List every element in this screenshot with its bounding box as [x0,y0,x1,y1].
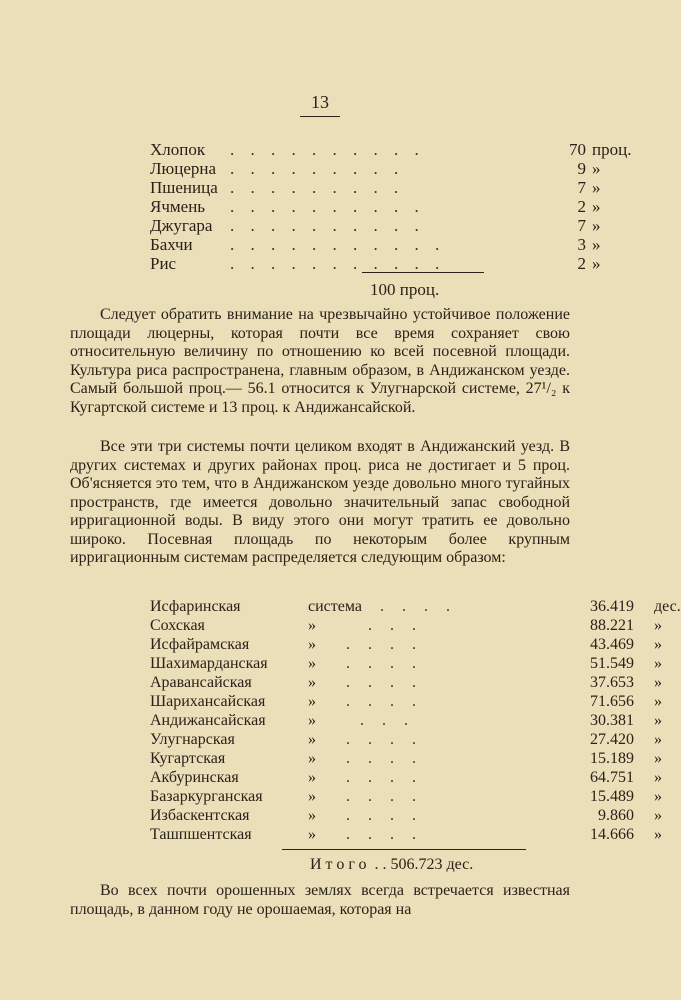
crop-name: Люцерна [150,159,217,178]
system-row [150,674,662,693]
system-value: 15.189 [590,750,634,767]
crop-unit: » [592,254,601,273]
crop-value: 2 [577,254,586,273]
system-mark: » [308,826,316,843]
system-unit: » [654,636,662,653]
sum-rule [282,849,526,850]
leader-dots: . . . . [346,807,423,824]
crop-row [150,254,601,274]
system-value: 51.549 [590,655,634,672]
crop-value: 70 [569,140,586,159]
sum-rule [362,272,484,273]
system-name: Шахимарданская [150,655,268,672]
crop-value: 2 [577,197,586,216]
system-value: 14.666 [590,826,634,843]
systems-total [310,856,473,874]
system-mark: » [308,788,316,805]
system-value: 43.469 [590,636,634,653]
paragraph: Во всех почти орошенных землях всегда встречается известная площадь, в данном году не орошаемая, которая на [70,882,570,918]
system-mark: » [308,712,316,729]
crop-row [150,235,601,255]
system-mark: » [308,807,316,824]
crop-unit: » [592,235,601,254]
system-row [150,693,662,712]
crop-value: 9 [577,159,586,178]
system-row [150,712,662,731]
page-number: 13 [311,92,329,112]
leader-dots: . . . . [346,674,423,691]
leader-dots: . . . . [346,636,423,653]
system-row [150,598,681,617]
system-name: Избаскентская [150,807,250,824]
system-unit: » [654,731,662,748]
crop-total: 100 проц. [370,280,440,299]
system-unit: » [654,826,662,843]
crop-name: Бахчи [150,235,193,254]
crop-row [150,140,632,160]
system-row [150,731,662,750]
system-value: 9.860 [598,807,634,824]
system-value: 64.751 [590,769,634,786]
paragraph: Все эти три системы почти целиком входят в Андижанский уезд. В других системах и других районах проц. риса не достигает и 5 проц. Об'ясняется это тем, что в Андижанском уезде довольно много тугайных пространств, где имеется довольно значительный запас свободной ирригационной воды. В виду этого они могут тратить ее довольно широко. Посевная площадь по некоторым более крупным ирригационным системам распределяется следующим образом: [70,438,570,566]
crop-name: Джугара [150,216,213,235]
leader-dots: . . . . . . . . . [230,178,405,197]
paragraph: Следует обратить внимание на чрезвычайно устойчивое положение площади люцерны, которая почти все время сохраняет свою относительную величину по отношению ко всей посевной площади. Культура риса распространена, главным образом, в Андижанском уезде. Самый большой проц.— 56.1 относится к Улугнарской системе, 27¹/₂ к Кугартской системе и 13 проц. к Андижансайской. [70,306,570,416]
system-name: Ташпшентская [150,826,252,843]
leader-dots: . . . . . . . . . . [230,140,425,159]
crop-unit: » [592,159,601,178]
system-name: Исфайрамская [150,636,250,653]
leader-dots: . . . . . . . . . . [230,197,425,216]
system-value: 37.653 [590,674,634,691]
system-unit: » [654,807,662,824]
system-unit: дес. [654,598,681,615]
leader-dots: . . . . [346,655,423,672]
system-row [150,750,662,769]
system-name: Исфаринская [150,598,241,615]
total-label: Итого [310,856,371,873]
leader-dots: . . [374,856,391,873]
system-name: Улугнарская [150,731,235,748]
crop-row [150,159,601,179]
crop-value: 7 [577,216,586,235]
crop-row [150,216,601,236]
system-row [150,788,662,807]
system-name: Сохская [150,617,205,634]
leader-dots: . . . . [346,750,423,767]
crop-unit: » [592,197,601,216]
crop-name: Пшеница [150,178,218,197]
leader-dots: . . . . [346,826,423,843]
system-row [150,636,662,655]
crop-value: 7 [577,178,586,197]
total-value: 506.723 [390,856,443,873]
leader-dots: . . . . [346,731,423,748]
system-unit: » [654,674,662,691]
system-row [150,826,662,845]
crop-name: Хлопок [150,140,206,159]
system-mark: » [308,617,316,634]
system-unit: » [654,693,662,710]
system-mark: система [308,598,362,615]
leader-dots: . . . . [380,598,457,615]
leader-dots: . . . . . . . . . . . [230,254,446,273]
system-name: Акбуринская [150,769,239,786]
crop-value: 3 [577,235,586,254]
system-value: 36.419 [590,598,634,615]
system-name: Шарихансайская [150,693,266,710]
system-name: Аравансайская [150,674,252,691]
system-value: 71.656 [590,693,634,710]
leader-dots: . . . . [346,788,423,805]
leader-dots: . . . . . . . . . . [230,216,425,235]
system-mark: » [308,731,316,748]
total-unit: дес. [446,856,474,873]
system-value: 30.381 [590,712,634,729]
system-unit: » [654,750,662,767]
system-name: Кугартская [150,750,226,767]
system-unit: » [654,769,662,786]
crop-unit: » [592,178,601,197]
system-unit: » [654,655,662,672]
system-mark: » [308,693,316,710]
leader-dots: . . . [368,617,423,634]
leader-dots: . . . . . . . . . [230,159,405,178]
leader-dots: . . . . [346,769,423,786]
system-row [150,769,662,788]
crop-unit: » [592,216,601,235]
system-value: 15.489 [590,788,634,805]
leader-dots: . . . . . . . . . . . [230,235,446,254]
crop-unit: проц. [592,140,632,159]
system-mark: » [308,750,316,767]
leader-dots: . . . . [346,693,423,710]
system-unit: » [654,788,662,805]
system-mark: » [308,674,316,691]
crop-name: Ячмень [150,197,206,216]
system-row [150,807,662,826]
system-name: Андижансайская [150,712,266,729]
system-mark: » [308,769,316,786]
crop-row [150,197,601,217]
system-name: Базаркурганская [150,788,263,805]
leader-dots: . . . [360,712,415,729]
page-number-rule [300,116,340,117]
system-value: 88.221 [590,617,634,634]
system-unit: » [654,617,662,634]
system-row [150,655,662,674]
crop-name: Рис [150,254,177,273]
crop-row [150,178,601,198]
system-row [150,617,662,636]
system-mark: » [308,636,316,653]
system-mark: » [308,655,316,672]
system-value: 27.420 [590,731,634,748]
system-unit: » [654,712,662,729]
